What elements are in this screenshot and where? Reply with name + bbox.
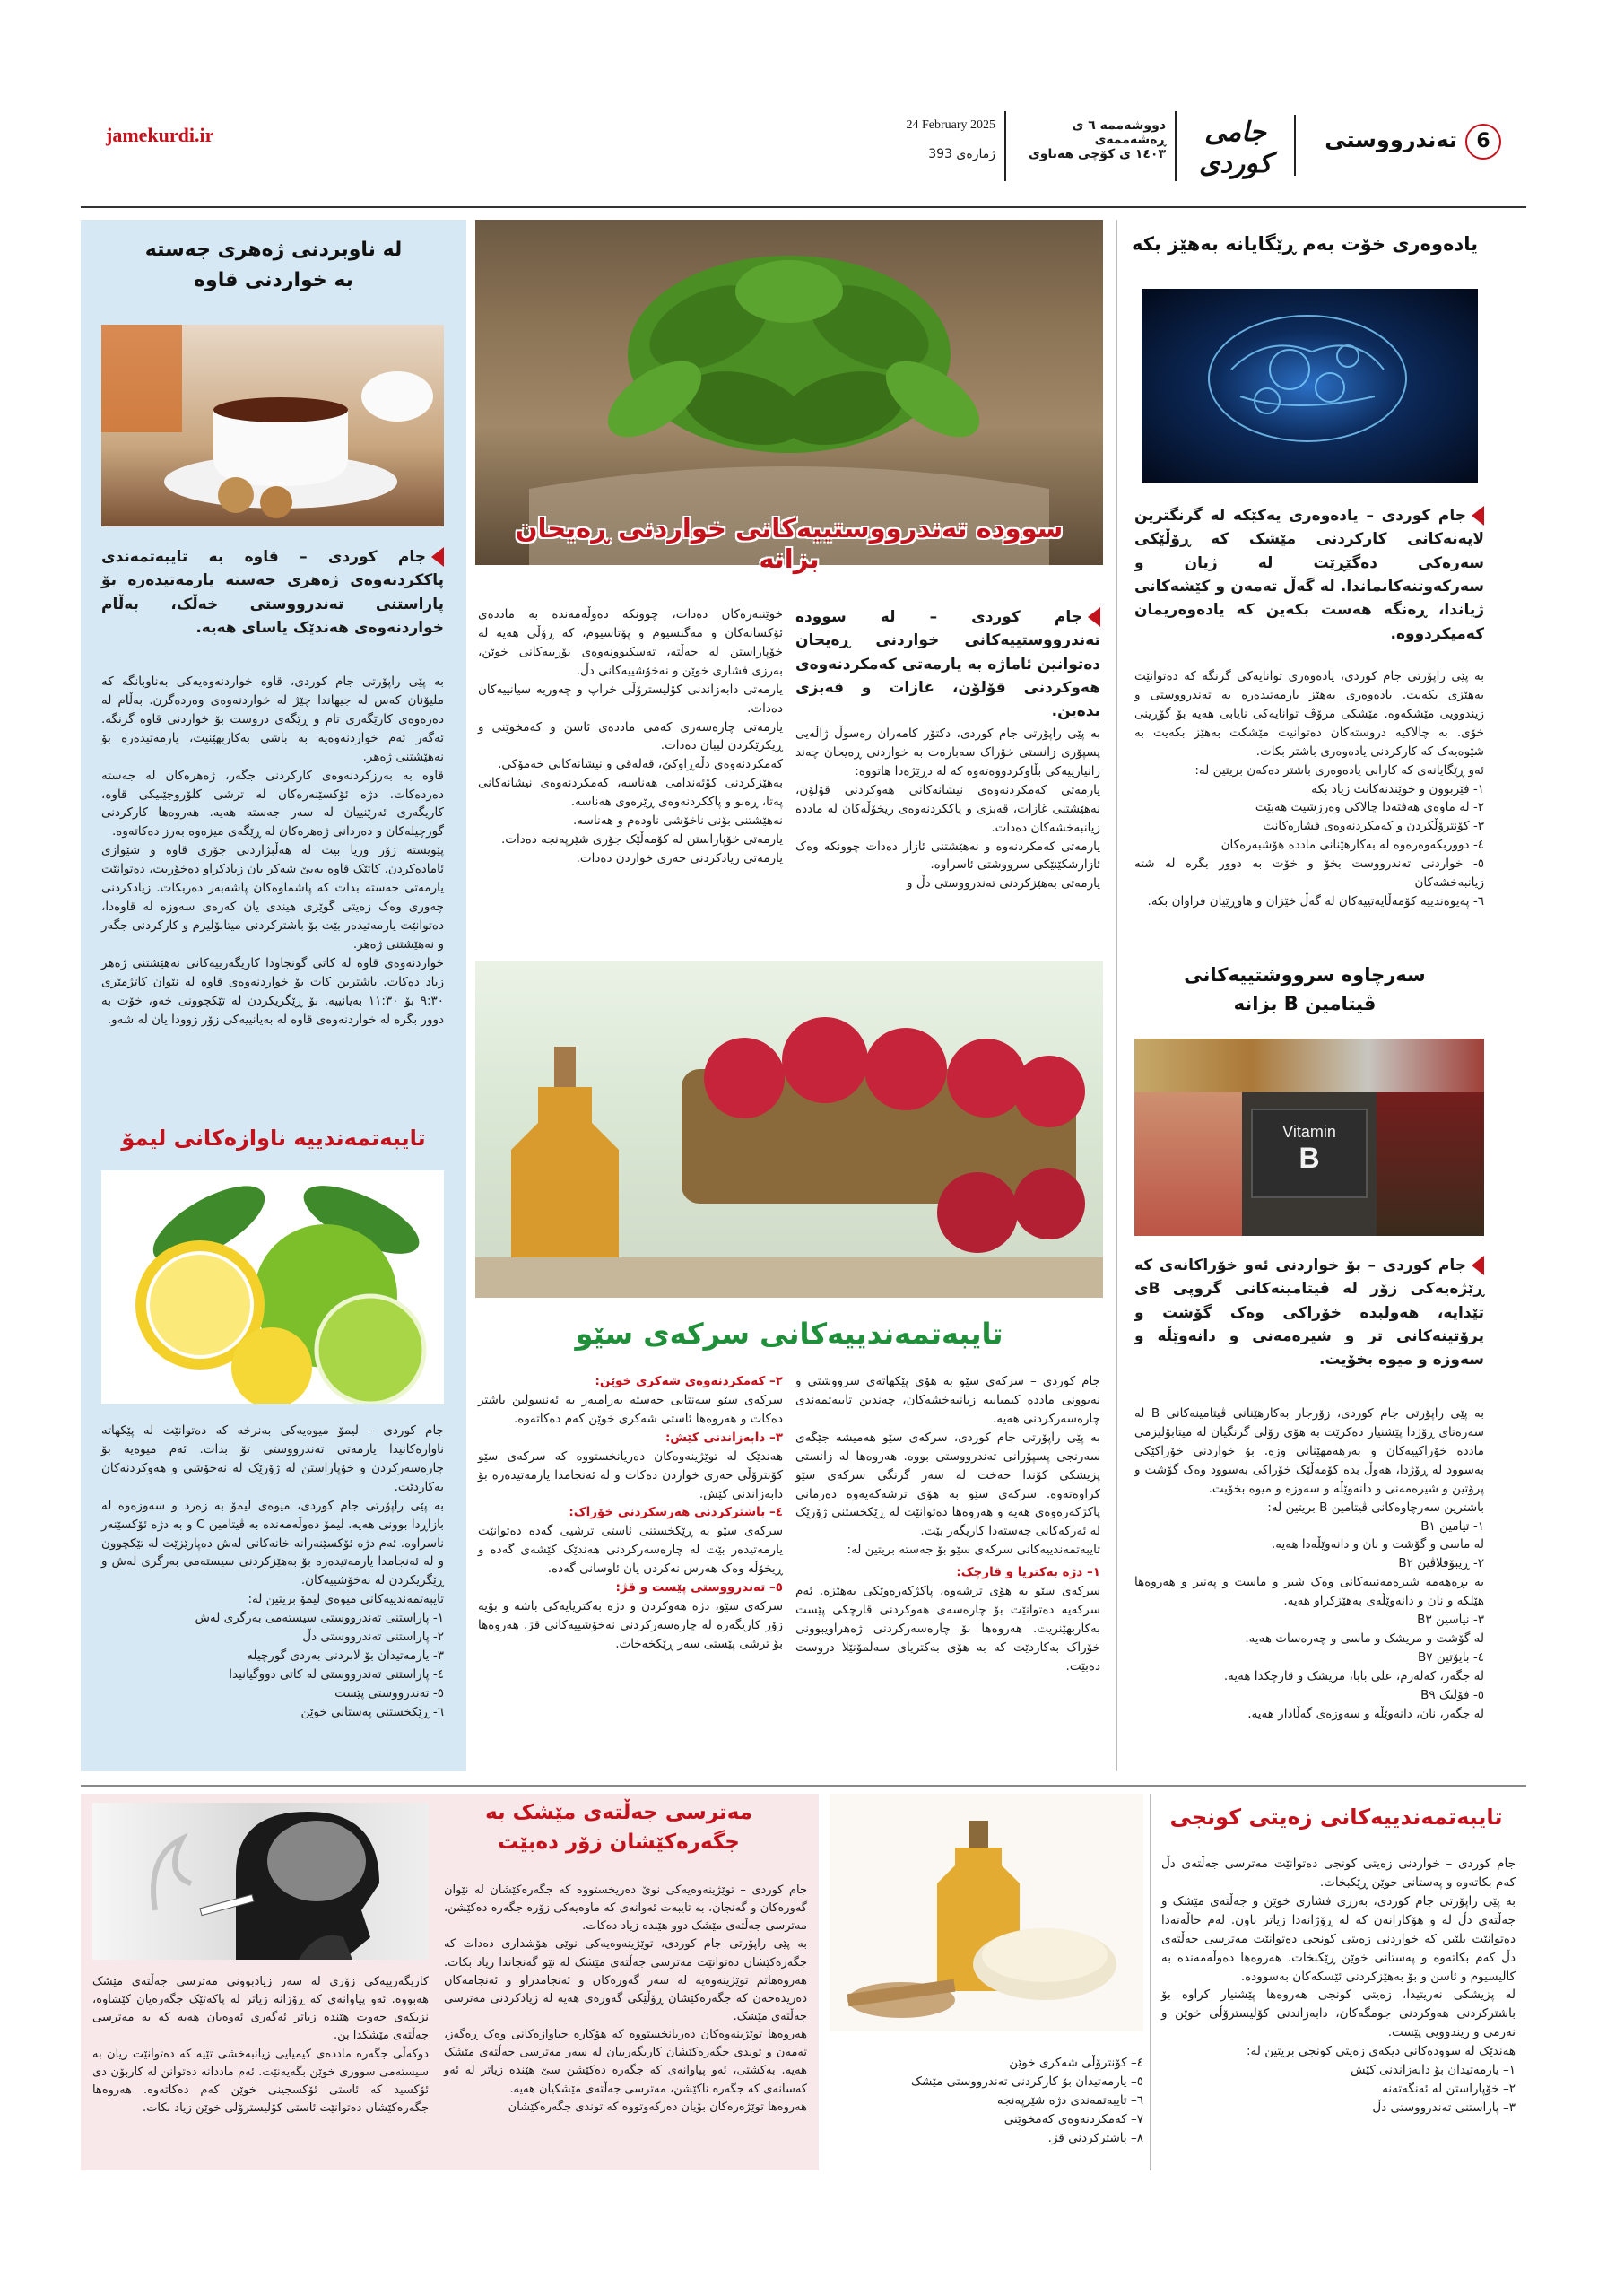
vitamin-b-title-line1: سەرچاوە سرووشتییەکانی (1184, 964, 1426, 986)
vinegar-heading-1: ١– دژە بەکتریا و قارچک: (956, 1565, 1100, 1580)
vinegar-title: تایبەتمەندییەکانی سرکەی سێو (575, 1317, 1003, 1351)
logo: جامی کوردی (1198, 117, 1273, 179)
coffee-title-line1: لە ناوبردنی ژەهری جەستە (144, 239, 403, 261)
stroke-title (430, 1798, 807, 1858)
header-divider-2 (1175, 111, 1177, 181)
header-rule (81, 206, 1526, 208)
coffee-body: بە پێی راپۆرتی جام کوردی، قاوە خواردنەوەیەکی بەناوبانگە کە ملیۆنان کەس لە جیهاندا چێژ لە خواردنەوەی وەردەگرن. بەڵام لە دەرەوەی کارێگەری تام و ڕێگەی دروست بۆ خواردنی قاوە گرنگە. ئەگەر ئەم خواردنەوەیە بە باشی بەکاربهێنیت، یارمەتیدەرە بۆ نەهێشتنی ژەهر. قاوە بە بەرزکردنەوەی کارکردنی جگەر، ژەهرەکان لە جەستە دەردەکات. دژە ئۆکسێنەرەکان لە ترشی کلۆروجێنیکی قاوە، کاریگەری ئەرێنییان لە سەر جەستە هەیە. هەروەها کارکردنی گورچیلەکان و دەردانی ژەهرەکان لە ڕێگەی میزەوە بەرز دەکاتەوە. پێویستە زۆر وریا بیت لە هەڵبژاردنی جۆری قاوە و شێوازی ئامادەکردن. کاتێک قاوە بەبێ شەکر یان زیادکراو دەخۆریت، دەتوانێت یارمەتی جەستە بدات کە پاشماوەکان پاشەبەر دەربکات. زیادکردنی چەوری وەک زەیتی گوێزی هیندی یان کەرەی سەوزە لە قاوەدا، دەتوانێت یارمەتیدەر بێت بۆ باشترکردنی میتابۆلیزم و کارکردنی جگەر و نەهێشتنی ژەهر. خواردنەوەی قاوە لە کاتی گونجاودا کاریگەرییەکانی نەهێشتنی ژەهر زیاد دەکات. باشترین کات بۆ خواردنەوەی قاوە لە نێوان کاتژمێری ٩:٣٠ بۆ ١١:٣٠ بەیانییە. بۆ ڕێگریکردن لە تێکچوونی خەو، خۆت بە دوور بگرە لە خواردنەوەی قاوە لە بەیانییەکی زۆر زوودا یان لە شەو. (101, 674, 444, 1027)
page-header (0, 108, 1607, 197)
vitamin-b-title-line2: ڤیتامین B بزانە (1233, 992, 1377, 1014)
lemon-title: تایبەتمەندییە ناوازەکانی لیمۆ (121, 1126, 426, 1151)
vinegar-para-4: سرکەی سێو بە ڕێکخستنی ئاستی ترشیی گەدە دەتوانێت یارمەتیدەر بێت لە چارەسەرکردنی هەندێک کێشەی گەدە و ڕیخۆڵە وەک هەرس نەکردن یان ئاوسانی گەدە. (478, 1524, 783, 1577)
memory-lead: جام کوردی – یادەوەری یەکێکە لە گرنگترین لایەنەکانی کارکردنی مێشک کە ڕۆڵێکی سەرەکی دەگێڕێت لە ژیان و سەرکەوتنەکانماندا. لە گەڵ تەمەن و کێشەکانی ژیاندا، ڕەنگە هەست بکەین کە یادەوەریمان کەمیکردووە. (1134, 507, 1484, 643)
stroke-body-left: کاریگەرییەکی زۆری لە سەر زیادبوونی مەترسی جەڵتەی مێشک هەبووە. ئەو پیاوانەی کە ڕۆژانە زیاتر لە پاکەتێک جگەرەیان کێشاوە، نزیکەی حەوت هێندە زیاتر ئەگەری ئەوەیان هەیە کە بە مەترسی جەڵتەی مێشکدا بن. دوکەڵی جگەرە ماددەی کیمیایی زیانبەخشی تێیە کە دەتوانێت زیان بە سیستەمی سووری خوێن بگەیەنێت. ئەم ماددانە دەتوانن لە کاربۆن دی ئۆکسید کە ئاستی ئۆکسجینی خوێن کەم دەکاتەوە. هەروەها جگەرەکێشان دەتوانێت ئاستی کۆلیسترۆلی خوێن زیاد بکات. (92, 1975, 429, 2115)
year-kurdish: ١٤٠٣ ی کۆچی هەتاوی (1028, 147, 1166, 161)
bullet-icon (1088, 607, 1100, 627)
basil-title: سوودە تەندرووستییەکانی خواردنی ڕەیحان بزانە (515, 513, 1064, 574)
basil-lead: جام کوردی – لە سوودە تەندرووستییەکانی خواردنی ڕەیحان دەتوانین ئاماژە بە یارمەتی کەمکردنەوەی هەوکردنی قۆلۆن، غازات و قەبزی بدەین. (795, 608, 1100, 721)
date-english: 24 February 2025 (906, 118, 995, 132)
basil-body-left: خوێنبەرەکان دەدات، چوونکە دەوڵەمەندە بە ماددەی ئۆکسانەکان و مەگنسیوم و پۆتاسیوم، کە ڕۆڵی هەیە لە خۆپاراستن لە جەڵتە، تەسکبوونەوەی بۆرییەکانی خوێن، بەرزی فشاری خوێن و نەخۆشییەکانی دڵ. یارمەتی دابەزاندنی کۆلیسترۆڵی خراپ و چەوریە سیانییەکان دەدات. یارمەتی چارەسەری کەمی ماددەی ئاسن و کەمخوێنی و ڕیکرێکردن لیبان دەدات. کەمکردنەوەی دڵەڕاوکێ، قەلەقی و نیشانەکانی خەمۆکی. بەهێزکردنی کۆئەندامی هەناسە، کەمکردنەوەی نیشانەکانی پەتا، ڕەبو و پاککردنەوەی ڕێرەوی هەناسە. نەهێشتنی بۆنی ناخۆشی ناودەم و هەناسە. یارمەتی خۆپاراستن لە کۆمەڵێک جۆری شێرپەنجە دەدات. یارمەتی زیادکردنی حەزی خواردن دەدات. (478, 607, 783, 865)
lemon-image (101, 1170, 444, 1404)
vinegar-para-2: سرکەی سێو سەنتایی جەستە بەرامبەر بە ئەنسولین باشتر دەکات و هەروەها ئاستی شەکری خوێن کەم دەکاتەوە. (478, 1392, 783, 1426)
date-kurdish: دووشەممە ٦ ی ڕەشەممەی (1072, 118, 1166, 147)
brain-gears-image (1142, 289, 1478, 483)
bottom-rule (81, 1785, 1526, 1787)
vitamin-b-body: بە پێی راپۆرتی جام کوردی، زۆرجار بەکارهێنانی ڤیتامینەکانی B لە سەرەتای ڕۆژدا پێشنیار دەکرێت بە هۆی رۆلی گرنگیان لە میتابۆلیزمی ماددە خۆراکییەکان و بەرهەمهێنانی وزە. بۆ خواردنی خۆراکێکی بەسوود لە ڕۆژدا، هەوڵ بدە کۆمەڵێک خۆراکی بەسوود وەک گۆشت و پرۆتین و شیرەمەنی و دانەوێڵە و سەوزە و میوە بخۆیت. باشترین سەرچاوەکانی ڤیتامین B بریتین لە: ١- تیامین B١ لە ماسی و گۆشت و نان و دانەوێڵەدا هەیە. ٢- ڕیبۆفلاڤین B٢ بە بڕەهەمە شیرەمەنییەکانی وەک شیر و ماست و پەنیر و هەروەها هێلکە و نان و دانەوێڵەی بەهێزکراو هەیە. ٣- نیاسین B٣ لە گۆشت و مریشک و ماسی و چەرەسات هەیە. ٤- بایۆتین B٧ لە جگەر، کەلەرم، علی بابا، مریشک و قارچکدا هەیە. ٥- فۆلیک B٩ لە جگەر، نان، دانەوێڵە و سەوزەی گەڵادار هەیە. (1134, 1406, 1484, 1721)
vinegar-para-5: سرکەی سێو، دژە هەوکردن و دژە بەکتریایەکی باشە و بۆیە زۆر کاریگەرە لە چارەسەرکردنی نەخۆشییەکانی قژ. هەروەها بۆ ترشی پێستی سەر ڕێکخەخات. (478, 1599, 783, 1651)
vitamin-board-text: Vitamin (1282, 1123, 1336, 1141)
vinegar-intro: جام کوردی – سرکەی سێو بە هۆی پێکهاتەی سرووشتی و نەبوونی ماددە کیمیاییە زیانبەخشەکان، چەندین تایبەتمەندی چارەسەرکردنی هەیە. بە پێی راپۆرتی جام کوردی، سرکەی سێو هەمیشە جێگەی سەرنجی پسپۆرانی تەندرووستی بووە. هەروەها لە زانستی پزیشکی کۆندا حەخت لە سەر گرنگی سرکەی سێو کراوەتەوە. سرکەی سێو بە هۆی ترشەکەیەوە دەرمانی پاکژکەرەوەی هەیە و هەروەها دەتوانێت لە ڕێکخستنی ژۆرێک لە ئەرکەکانی جەستەدا کاریگەر بێت. تایبەتمەندییەکانی سرکەی سێو بۆ جەستە بریتین لە: (795, 1374, 1100, 1558)
vinegar-para-3: هەندێک لە توێژینەوەکان دەریانخستووە کە سرکەی سێو کۆنترۆڵی حەزی خواردن دەکات و لە ئەنجامدا یارمەتیدەرە بۆ دابەزاندنی کێش. (478, 1448, 783, 1501)
coffee-cup-image (101, 325, 444, 526)
foods-right (1377, 1092, 1484, 1236)
coffee-title (90, 235, 457, 296)
vinegar-col-right (795, 1372, 1100, 1676)
memory-title: یادەوەری خۆت بەم ڕێگایانە بەهێز بکە (1131, 233, 1479, 255)
vinegar-heading-3: ٣– دابەزاندنی کێش: (665, 1430, 783, 1445)
vinegar-para-1: سرکەی سێو بە هۆی ترشەوە، پاکژکەرەوێکی بەهێزە. ئەم سرکەیە دەتوانێت بۆ چارەسەی هەوکردنی قارچکی پێست بەکاربهێنریت. هەروەها بۆ چارەسەرکردنی ژەهراویبوونی خۆراک بەکاردێت کە بە هۆی بەکتریای سەلمۆنێلا دروست دەبێت. (795, 1584, 1100, 1674)
lemon-body: جام کوردی – لیمۆ میوەیەکی بەنرخە کە دەتوانێت لە پێکهاتە ناوازەکانیدا یارمەتی تەندرووستی تۆ بدات. ئەم میوەیە بۆ چارەسەرکردن و خۆپاراستن لە ژۆرێک لە نەخۆشی و هەوکردنەکان بەکاردێت. بە پێی راپۆرتی جام کوردی، میوەی لیمۆ بە زەرد و سەوزەوە لە بازاڕدا بوونی هەیە. لیمۆ دەوڵەمەندە بە ڤیتامین C و بە دژە ئۆکسێنەر ناسراوە. ئەم دژە ئۆکسێنەرانە خانەکانی لەش دەپارێزێت لە تێکچوون و لە ئەنجامدا یارمەتیدەرە بۆ بەهێزکردنی سیستەمی بەرگری لەش و ڕێگریکردن لە نەخۆشییەکان. تایبەتمەندییەکانی میوەی لیمۆ بریتین لە: ١- پاراستنی تەندرووستی سیستەمی بەرگری لەش ٢- پاراستنی تەندرووستی دڵ ٣- یارمەتیدان بۆ لابردنی بەردی گورچیلە ٤- پاراستنی تەندرووستی لە کاتی دووگیانیدا ٥- تەندرووستی پێست ٦- ڕێکخستنی پەستانی خوێن (101, 1423, 445, 1719)
vitamin-b-lead: جام کوردی – بۆ خواردنی ئەو خۆراکانەی کە ڕێژەیەکی زۆر لە ڤیتامینەکانی گروپی Bی تێدایە، هەولبدە خۆراکی وەک گۆشت و پرۆتینەکانی تر و شیرەمەنی و دانەوێڵە و سەوزە و میوە بخۆیت. (1134, 1257, 1484, 1370)
coffee-title-line2: بە خواردنی قاوە (194, 269, 353, 292)
foods-left (1134, 1092, 1242, 1236)
vitamin-board-letter: B (1299, 1142, 1320, 1174)
basil-body-right: بە پێی راپۆرتی جام کوردی، دکتۆر کامەران رەسوڵ ژاڵەیی پسپۆری زانستی خۆراک سەبارەت بە خواردنی ڕەیحان چەند زانیارییەکی بڵاوکردووەتەوە کە لە دڕێژەدا هاتووە: یارمەتی کەمکردنەوەی نیشانەکانی هەوکردنی قۆلۆن، نەهێشتنی غازات، قەبزی و پاککردنەوەی ریخۆڵەکان لە ماددە زیانبەخشەکان دەدات. یارمەتی کەمکردنەوە و نەهێشتنی ئازار دەدات چوونکە وەک ئازارشکێنێکی سرووشتی ئاسراوە. یارمەتی بەهێزکردنی تەندرووستی دڵ و (795, 726, 1100, 891)
vinegar-heading-4: ٤– باشترکردنی هەرسکردنی خۆراک: (569, 1505, 783, 1520)
header-divider (1294, 115, 1296, 176)
sesame-body: جام کوردی – خواردنی زەیتی کونجی دەتوانێت مەترسی جەڵتەی دڵ کەم بکاتەوە و پەستانی خوێن ڕێکبخات. بە پێی راپۆرتی جام کوردی، بەرزی فشاری خوێن و جەڵتەی مێشک و جەڵتەی دڵ لە و هۆکارانەن کە لە ڕۆژانەدا زیاتر باون. لەم حاڵەتەدا دەتوانێت بلێین کە خواردنی زەیتی کونجی دەتوانێت مەترسی جەڵتەی دڵ کەم بکاتەوە و پەستانی خوێن ڕێکبخات. هەروەها دەوڵەمەندە بە کالیسیوم و ئاسن و بۆ بەهێزکردنی ئێسکەکان بەسوودە. لە پزیشکی نەریتیدا، زەیتی کونجی هەروەها پێشنیار کراوە بۆ باشترکردنی هەوکردنی جومگەکان، دابەزاندنی کۆلیسترۆڵی خوێن و نەرمی و زیندوویی پێست. هەندێک لە سوودەکانی دیکەی زەیتی کونجی بریتین لە: ١– یارمەتیدان بۆ دابەزاندنی کێش ٢– خۆپاراستن لە ئەنگەتەنە ٣– پاراستنی تەندرووستی دڵ (1161, 1857, 1516, 2115)
header-divider-3 (1004, 111, 1006, 181)
column-divider-right (1116, 220, 1117, 1771)
vitamin-b-foods-image (1134, 1039, 1484, 1236)
vitamin-b-title (1116, 961, 1493, 1018)
stroke-title-line2: جگەرەکێشان زۆر دەبێت (498, 1831, 740, 1855)
bullet-icon (1472, 506, 1484, 526)
column-divider-bottom-1 (1150, 1794, 1151, 2170)
bullet-icon (1472, 1256, 1484, 1275)
vitamin-board (1251, 1109, 1368, 1198)
coffee-lead: جام کوردی – قاوە بە تایبەتمەندی پاککردنەوەی ژەهری جەستە یارمەتیدەرە بۆ پاراستنی تەندرووستی خەڵک، بەڵام خواردنەوەی هەندێک یاسای هەیە. (101, 548, 444, 638)
smoking-brain-image (92, 1803, 429, 1960)
foods-top (1134, 1039, 1484, 1092)
page-number: 6 (1465, 124, 1501, 160)
vinegar-col-left (478, 1372, 783, 1654)
bullet-icon (431, 547, 444, 567)
sesame-oil-image (830, 1794, 1143, 2031)
vinegar-heading-2: ٢– کەمکردنەوەی شەکری خوێن: (595, 1374, 783, 1388)
sesame-body-left: ٤– کۆنترۆڵی شەکری خوێن ٥– یارمەتیدان بۆ کارکردنی تەندرووستی مێشک ٦– تایبەتمەندی دژە شێرپەنجە ٧– کەمکردنەوەی کەمخوێنی ٨– باشترکردنی قژ. (910, 2056, 1143, 2145)
vinegar-heading-5: ٥– تەندرووستی پێست و قژ: (615, 1580, 783, 1596)
stroke-title-line1: مەترسی جەڵتەی مێشک بە (485, 1801, 752, 1824)
section-title: تەندرووستی (1325, 127, 1457, 152)
stroke-body: جام کوردی – توێژینەوەیەکی نوێ دەریخستووە کە جگەرەکێشان لە نێوان گەورەکان و گەنجان، بە تایبەت ئەوانەی کە ماوەیەکی زۆرە جگەرە دەکێشن، مەترسی جەڵتەی مێشک دوو هێندە زیاد دەکات. بە پێی راپۆرتی جام کوردی، توێژینەوەیەکی نوێی هۆشداری دەدات کە جگەرەکێشان دەتوانێت مەترسی جەڵتەی مێشک لە نێو گەنجاندا زیاد بکات. هەروەهاتم توێژینەوەیە لە سەر گەورەکان و ئەنجامدراو و ئەنجامەکان دەریدەخەن کە جگەرەکێشان ڕۆڵێکی گەورەی هەیە لە زیادکردنی مەترسی جەڵتەی مێشک. هەروەها توێژینەوەکان دەریانخستووە کە هۆکارە جیاوازەکانی وەک ڕەگەز، تەمەن و توندی جگەرەکێشان کاریگەرییان لە سەر مەترسی جەڵتەی مێشک هەیە. بەکشتی، ئەو پیاوانەی کە جگەرە دەکێشن سێ هێندە زیاتر لە ئەو کەسانەی کە جگەرە ناکێشن، مەترسی جەڵتەی مێشکیان هەیە. هەروەها توێژەرەکان بۆیان دەرکەوتووە کە توندی جگەرەکێشان (444, 1883, 807, 2114)
sesame-title: تایبەتمەندییەکانی زەیتی کونجی (1169, 1805, 1503, 1830)
apple-vinegar-image (475, 961, 1103, 1298)
website-link[interactable]: jamekurdi.ir (106, 124, 214, 146)
memory-body: بە پێی راپۆرتی جام کوردی، یادەوەری توانایەکی گرنگە کە دەتوانێت بەهێزی بکەیت. یادەوەری بەهێز یارمەتیدەرە بە تەندرووستی و زیندوویی مێشکەوە. مێشکی مرۆڤ توانایەکی نایابی هەیە بۆ گۆڕینی خۆی. بە چالاکیە دروستەکان دەتوانیت مێشکت بەهێز بکەیت بە شێوەیەک کە کارکردنی یادەوەری باشتر بکات. ئەو ڕێگایانەی کە کارابی یادەوەری باشتر دەکەن بریتین لە: ١- فێربوون و خوێندنەکانت زیاد بکە ٢- لە ماوەی هەفتەدا چالاکی وەرزشیت هەبێت ٣- کۆنترۆڵکردن و کەمکردنەوەی فشارەکانت ٤- دووربکەوەرەوە لە بەکارهێنانی ماددە هۆشبەرەکان ٥- خواردنی تەندرووست بخۆ و خۆت بە دوور بگرە لە شتە زیانبەخشەکان ٦- پەیوەندییە کۆمەڵایەتییەکان لە گەڵ خێزان و هاوڕێیان فراوان بکە. (1134, 669, 1484, 909)
issue-number: ژمارەی 393 (928, 147, 995, 161)
